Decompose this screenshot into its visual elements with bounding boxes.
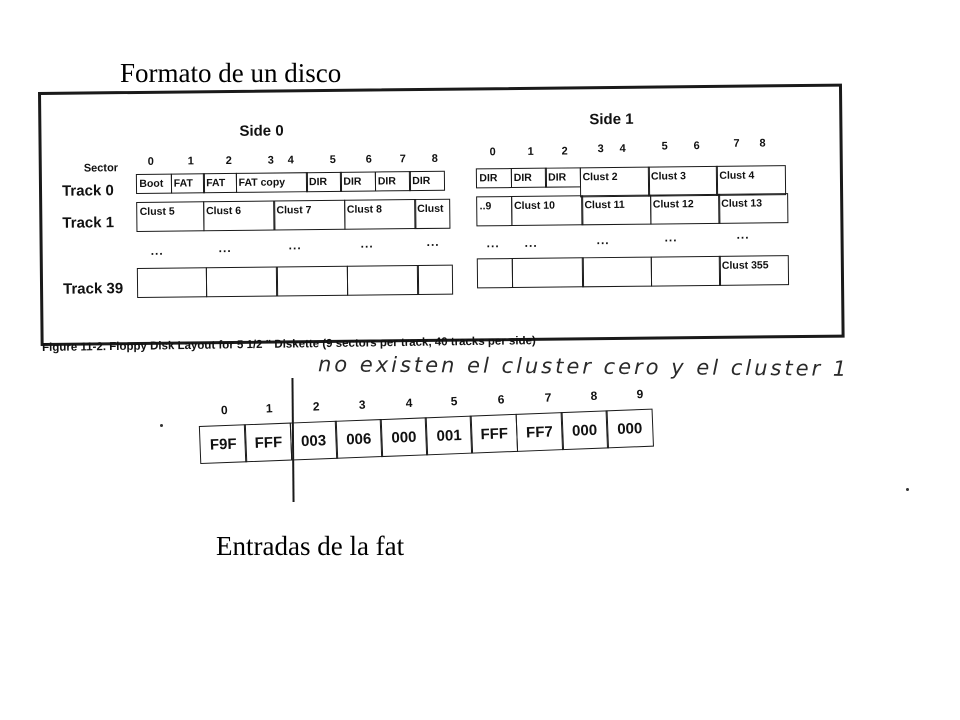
sector-cell: DIR bbox=[306, 172, 342, 192]
side1-track39-row bbox=[479, 257, 789, 289]
fat-entry: 003 bbox=[289, 421, 337, 461]
sector-cell bbox=[137, 268, 207, 299]
side0-track39-row bbox=[139, 267, 453, 299]
sector-cell: DIR bbox=[511, 168, 547, 188]
fat-index: 2 bbox=[312, 399, 320, 414]
side1-sector-number: 2 bbox=[561, 145, 568, 158]
track-0-label: Track 0 bbox=[61, 182, 114, 200]
fat-entries-table bbox=[200, 387, 654, 464]
sector-cell: FAT bbox=[203, 173, 237, 193]
side0-sector-number: 1 bbox=[187, 155, 194, 168]
fat-entries-title: Entradas de la fat bbox=[216, 531, 405, 561]
figure-caption: Figure 11-2. Floppy Disk Layout for 5 1/2 " Diskette (9 sectors per track, 40 tracks per side) bbox=[42, 335, 536, 354]
fat-entry: 001 bbox=[425, 416, 473, 456]
sector-cell: FAT copy bbox=[235, 173, 307, 194]
sector-cell: Boot bbox=[136, 174, 172, 194]
ellipsis: ... bbox=[486, 236, 500, 251]
side0-track0-row bbox=[138, 173, 445, 195]
fat-entry: FFF bbox=[470, 414, 518, 454]
fat-entry: F9F bbox=[199, 424, 247, 464]
sector-cell: Clust 2 bbox=[579, 167, 649, 198]
side0-sector-number: 6 bbox=[365, 153, 372, 166]
sector-cell bbox=[512, 258, 584, 289]
fat-index: 9 bbox=[636, 386, 644, 402]
sector-cell: Clust 13 bbox=[718, 194, 788, 225]
ellipsis: ... bbox=[288, 238, 302, 253]
sector-cell bbox=[582, 257, 652, 288]
ellipsis: ... bbox=[664, 230, 678, 245]
side1-sector-number: 8 bbox=[759, 137, 766, 150]
sector-cell bbox=[346, 265, 418, 296]
ellipsis: ... bbox=[426, 234, 440, 249]
fat-index: 0 bbox=[220, 402, 228, 418]
dot-mark bbox=[160, 424, 163, 427]
side-1-title: Side 1 bbox=[589, 110, 634, 129]
ellipsis: ... bbox=[596, 233, 610, 248]
fat-index: 3 bbox=[358, 397, 366, 412]
side1-track1-row bbox=[478, 195, 788, 227]
fat-entry: FF7 bbox=[515, 412, 563, 452]
side1-sector-number: 7 bbox=[733, 137, 740, 150]
dot-mark bbox=[906, 488, 909, 491]
fat-index: 8 bbox=[590, 388, 598, 403]
sector-cell bbox=[417, 265, 453, 295]
handwritten-note: no existen el cluster cero y el cluster 1 bbox=[317, 352, 850, 381]
fat-index: 1 bbox=[265, 401, 273, 416]
sector-cell: FAT bbox=[171, 174, 205, 194]
fat-index: 7 bbox=[544, 390, 552, 405]
sector-cell bbox=[650, 256, 720, 287]
sector-cell: DIR bbox=[409, 171, 445, 191]
sector-cell: Clust 11 bbox=[581, 195, 651, 226]
sector-cell bbox=[206, 267, 278, 298]
side0-track1-row bbox=[138, 201, 450, 233]
sector-cell: ..9 bbox=[477, 196, 513, 226]
fat-entry: 000 bbox=[560, 410, 608, 450]
side0-sector-number: 0 bbox=[147, 155, 154, 168]
sector-cell: Clust 3 bbox=[648, 166, 718, 197]
side1-sector-number: 1 bbox=[527, 145, 534, 158]
ellipsis: ... bbox=[360, 236, 374, 251]
side0-sector-number: 4 bbox=[287, 154, 294, 167]
track-1-label: Track 1 bbox=[62, 214, 115, 232]
sector-cell bbox=[276, 266, 348, 297]
side1-sector-number: 0 bbox=[489, 146, 496, 159]
side1-sector-number: 5 bbox=[661, 140, 668, 153]
fat-index: 4 bbox=[405, 395, 413, 411]
fat-entry: 000 bbox=[606, 409, 654, 449]
sector-cell: Clust 355 bbox=[719, 256, 789, 287]
side0-sector-number: 8 bbox=[431, 152, 438, 165]
sector-cell: DIR bbox=[476, 168, 512, 188]
sector-cell: Clust 10 bbox=[511, 196, 583, 227]
side1-sector-number: 3 bbox=[597, 143, 604, 156]
sector-header: Sector bbox=[83, 162, 119, 175]
fat-index: 6 bbox=[497, 392, 505, 407]
sector-cell: Clust 6 bbox=[203, 201, 275, 232]
side-0-title: Side 0 bbox=[239, 122, 284, 140]
fat-entry: FFF bbox=[244, 423, 292, 463]
ellipsis: ... bbox=[736, 227, 750, 242]
fat-index: 5 bbox=[450, 394, 458, 409]
fat-entry: 006 bbox=[335, 419, 383, 459]
sector-cell: Clust 5 bbox=[137, 202, 205, 233]
sector-cell: DIR bbox=[545, 168, 581, 188]
sector-cell: Clust 8 bbox=[344, 199, 416, 230]
ellipsis: ... bbox=[524, 235, 538, 250]
sector-cell: Clust bbox=[414, 199, 450, 229]
sector-cell: Clust 4 bbox=[716, 166, 786, 197]
sector-cell: Clust 7 bbox=[273, 200, 345, 231]
ellipsis: ... bbox=[218, 240, 232, 256]
side0-sector-number: 5 bbox=[329, 153, 336, 166]
ellipsis: ... bbox=[150, 243, 164, 258]
side1-sector-number: 6 bbox=[693, 140, 700, 153]
track-39-label: Track 39 bbox=[62, 280, 124, 298]
sector-cell: DIR bbox=[375, 172, 411, 192]
side0-sector-number: 3 bbox=[267, 154, 274, 167]
sector-cell bbox=[477, 258, 513, 288]
fat-entry: 000 bbox=[380, 417, 428, 457]
disk-layout-figure bbox=[38, 84, 845, 346]
side0-sector-number: 2 bbox=[225, 154, 232, 168]
sector-cell: DIR bbox=[340, 172, 376, 192]
page-title: Formato de un disco bbox=[120, 58, 342, 88]
side0-sector-number: 7 bbox=[399, 153, 406, 166]
side1-sector-number: 4 bbox=[619, 142, 626, 155]
sector-cell: Clust 12 bbox=[650, 194, 720, 225]
